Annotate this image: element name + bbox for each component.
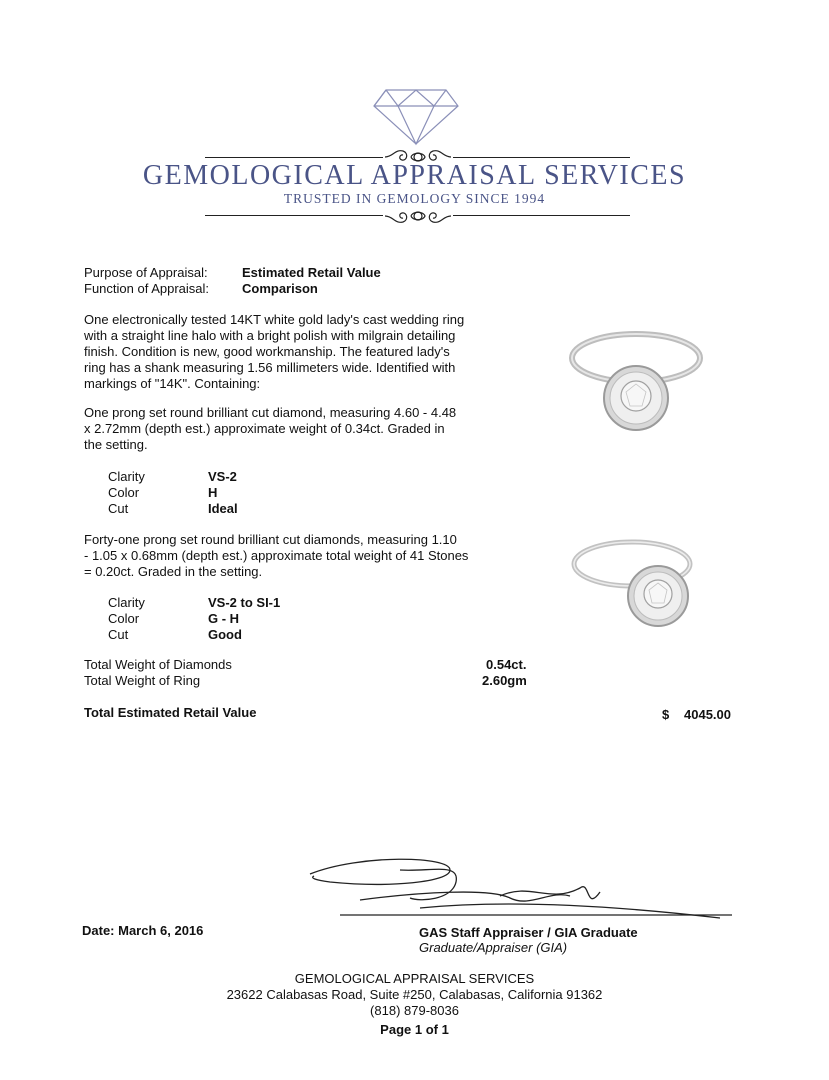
center-clarity-label: Clarity bbox=[108, 469, 145, 484]
appraiser-signature bbox=[300, 852, 740, 922]
side-clarity-value: VS-2 to SI-1 bbox=[208, 595, 281, 610]
purpose-value: Estimated Retail Value bbox=[242, 265, 381, 280]
ornament-rule-bottom-right bbox=[453, 215, 630, 216]
side-clarity-label: Clarity bbox=[108, 595, 145, 610]
center-cut-label: Cut bbox=[108, 501, 129, 516]
total-retail-label: Total Estimated Retail Value bbox=[84, 705, 257, 720]
ornament-rule-top-right bbox=[453, 157, 630, 158]
center-clarity-value: VS-2 bbox=[208, 469, 237, 484]
appraisal-date: Date: March 6, 2016 bbox=[82, 923, 204, 938]
side-cut-label: Cut bbox=[108, 627, 129, 642]
function-value: Comparison bbox=[242, 281, 318, 296]
description-line: One electronically tested 14KT white gold lady's cast wedding ring bbox=[84, 312, 465, 327]
footer-address: 23622 Calabasas Road, Suite #250, Calabasas, California 91362 bbox=[226, 987, 603, 1002]
appraiser-subtitle: Graduate/Appraiser (GIA) bbox=[419, 940, 568, 955]
side-color-label: Color bbox=[108, 611, 140, 626]
purpose-label: Purpose of Appraisal: bbox=[84, 265, 208, 280]
total-retail-value: 4045.00 bbox=[684, 707, 731, 722]
company-name: GEMOLOGICAL APPRAISAL SERVICES bbox=[142, 160, 687, 191]
center-color-label: Color bbox=[108, 485, 140, 500]
ring-description bbox=[84, 312, 489, 392]
center-stone-line: the setting. bbox=[84, 437, 148, 452]
ring-photo-angled bbox=[566, 318, 706, 448]
description-line: finish. Condition is new, good workmanship. The featured lady's bbox=[84, 344, 450, 359]
side-color-value: G - H bbox=[208, 611, 240, 626]
currency-symbol: $ bbox=[662, 707, 670, 722]
center-stone-line: x 2.72mm (depth est.) approximate weight of 0.34ct. Graded in bbox=[84, 421, 445, 436]
total-ring-value: 2.60gm bbox=[482, 673, 527, 688]
description-line: ring has a shank measuring 1.56 millimeters wide. Identified with bbox=[84, 360, 456, 375]
side-stones-line: Forty-one prong set round brilliant cut diamonds, measuring 1.10 bbox=[84, 532, 457, 547]
side-stones-line: = 0.20ct. Graded in the setting. bbox=[84, 564, 263, 579]
description-line: markings of "14K". Containing: bbox=[84, 376, 261, 391]
total-diamonds-label: Total Weight of Diamonds bbox=[84, 657, 232, 672]
side-stones-line: - 1.05 x 0.68mm (depth est.) approximate total weight of 41 Stones bbox=[84, 548, 469, 563]
footer-company: GEMOLOGICAL APPRAISAL SERVICES bbox=[294, 971, 535, 986]
scroll-ornament-bottom-icon bbox=[383, 205, 453, 227]
function-label: Function of Appraisal: bbox=[84, 281, 210, 296]
total-ring-label: Total Weight of Ring bbox=[84, 673, 201, 688]
diamond-outline-icon bbox=[372, 88, 460, 146]
total-diamonds-value: 0.54ct. bbox=[486, 657, 527, 672]
ring-photo-side bbox=[566, 520, 706, 650]
side-cut-value: Good bbox=[208, 627, 242, 642]
center-stone-line: One prong set round brilliant cut diamond, measuring 4.60 - 4.48 bbox=[84, 405, 457, 420]
description-line: with a straight line halo with a bright polish with milgrain detailing bbox=[84, 328, 456, 343]
center-color-value: H bbox=[208, 485, 218, 500]
appraiser-title: GAS Staff Appraiser / GIA Graduate bbox=[419, 925, 638, 940]
ornament-rule-bottom-left bbox=[205, 215, 383, 216]
company-tagline: TRUSTED IN GEMOLOGY SINCE 1994 bbox=[283, 191, 546, 206]
center-cut-value: Ideal bbox=[208, 501, 238, 516]
center-stone-description bbox=[84, 405, 489, 453]
page-number: Page 1 of 1 bbox=[380, 1022, 449, 1037]
footer-phone: (818) 879-8036 bbox=[370, 1003, 459, 1018]
side-stones-description bbox=[84, 532, 504, 580]
ornament-rule-top-left bbox=[205, 157, 383, 158]
